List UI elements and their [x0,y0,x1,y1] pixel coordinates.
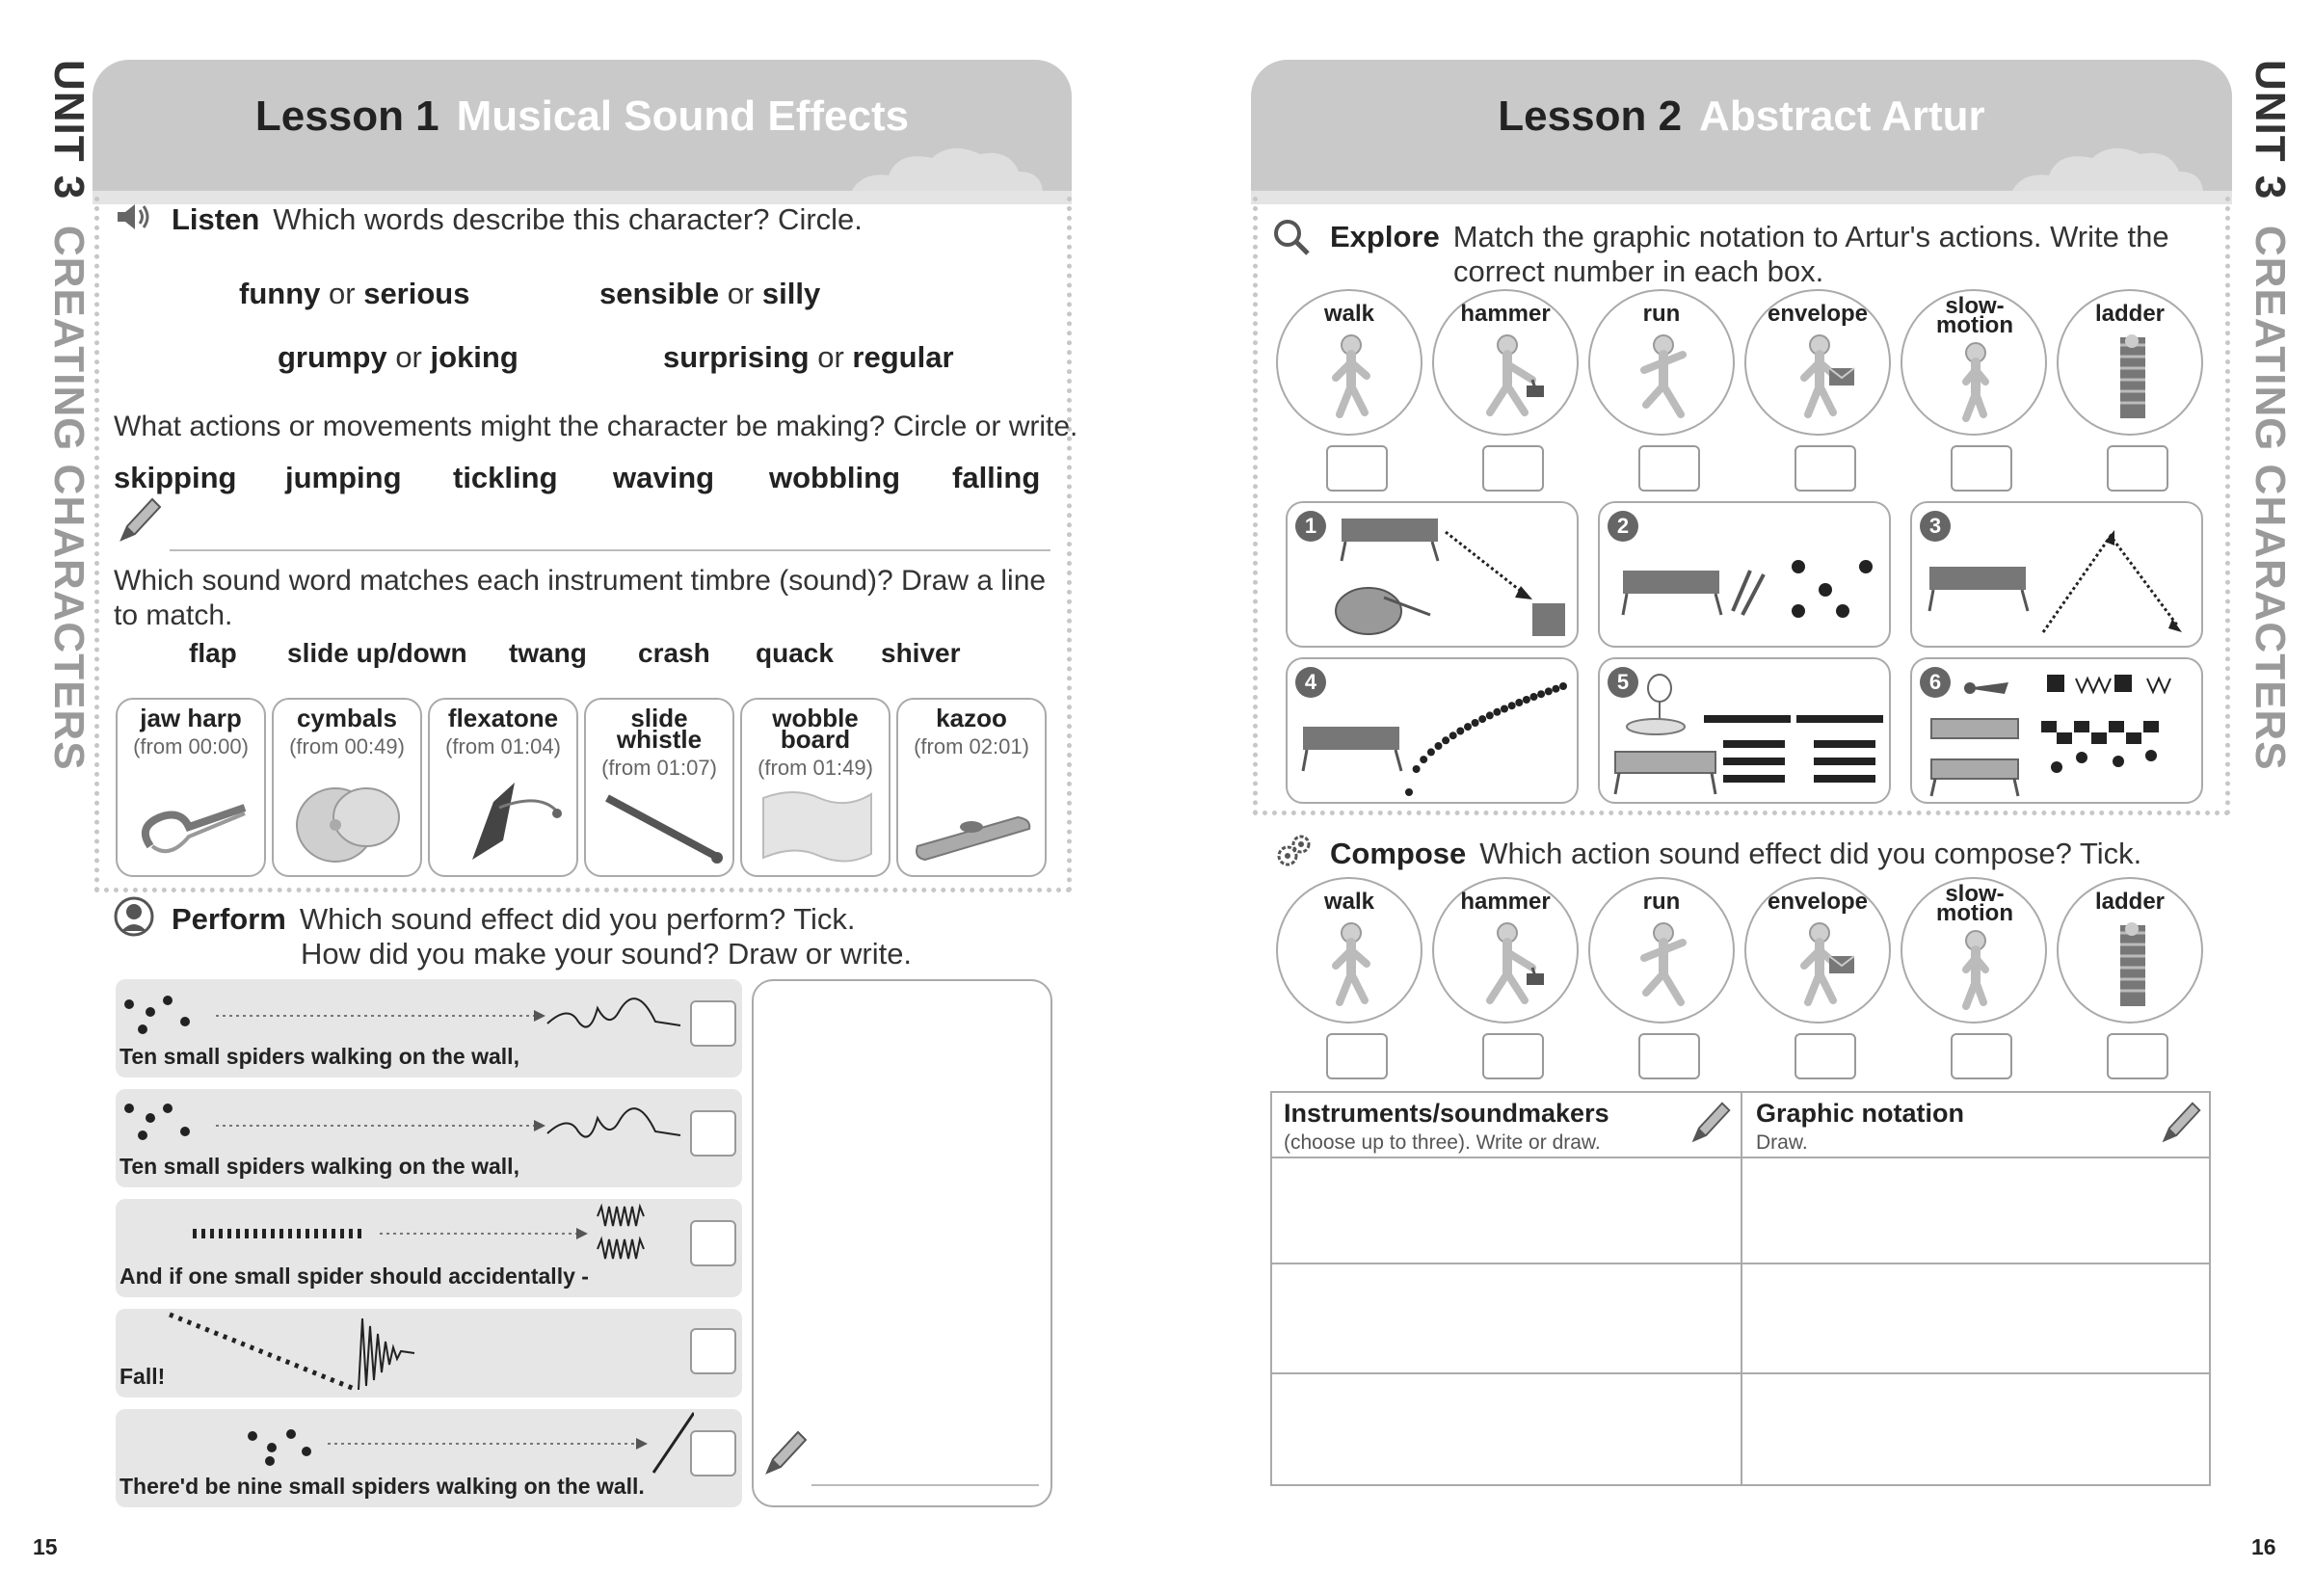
page-number: 16 [2251,1534,2276,1559]
lesson-number: Lesson 1 [254,93,439,140]
ladder-figure-icon [2093,332,2170,424]
pencil-icon [759,1426,810,1480]
dots-notation [116,1089,694,1157]
tick-box[interactable] [690,1430,736,1476]
write-line[interactable] [170,549,1050,551]
action-label: slow-motion [1936,881,2013,926]
explore-key: Explore [1330,220,1440,253]
tick-box[interactable] [1951,1033,2012,1079]
instrument-card[interactable]: kazoo (from 02:01) [896,698,1047,877]
tick-box[interactable] [690,1220,736,1266]
instrument-cell[interactable] [1274,1264,1741,1372]
sound-word[interactable]: shiver [881,638,961,668]
xylophone-rising-dots-notation [1288,659,1581,806]
instrument-card[interactable]: wobble board (from 01:49) [740,698,891,877]
notation-box-3: 3 [1910,501,2203,648]
xylophone-dots-notation [1600,503,1893,650]
word-pair[interactable]: grumpy or joking [278,340,518,374]
glockenspiel-lines-notation [1600,659,1893,806]
action-circle-ladder [2057,289,2203,436]
word-pair[interactable]: funny or serious [239,277,470,310]
notation-dot [1427,748,1435,756]
cymbals-icon [287,779,411,865]
lyric: Ten small spiders walking on the wall, [120,1044,519,1069]
instrument-card[interactable]: jaw harp (from 00:00) [116,698,266,877]
tick-box[interactable] [690,1000,736,1047]
draw-or-write-area[interactable] [752,979,1052,1507]
tick-box[interactable] [1326,1033,1388,1079]
perform-row-5 [116,1409,742,1507]
listen-key: Listen [172,202,260,236]
tick-box[interactable] [1482,1033,1544,1079]
perform-row-1 [116,979,742,1077]
col-notation-sub: Draw. [1756,1131,1808,1154]
perform-row-3 [116,1199,742,1297]
page-number: 15 [33,1534,58,1559]
walk-figure-icon [1313,332,1390,424]
sound-word[interactable]: crash [638,638,710,668]
unit-spine-left [35,60,93,771]
notation-dot [1508,702,1516,709]
action-circle-walk [1276,877,1422,1024]
number-answer-box[interactable] [1638,445,1700,492]
compose-heading [1330,837,2141,871]
explore-prompt-2: correct number in each box. [1453,254,1824,288]
tick-box[interactable] [690,1110,736,1157]
notation-dot [1413,765,1421,773]
action-word[interactable]: waving [613,461,715,494]
lyric: Fall! [120,1364,166,1389]
listen-heading [172,202,863,237]
cloud-icon [2010,143,2203,195]
notation-dot [1405,788,1413,796]
number-answer-box[interactable] [1951,445,2012,492]
envelope-figure-icon [1781,919,1858,1012]
action-circle-envelope [1744,289,1891,436]
action-label: walk [1323,301,1375,327]
instrument-cell[interactable] [1274,1158,1741,1263]
action-circle-run [1588,877,1735,1024]
notation-dot [1523,696,1530,704]
composition-table [1270,1091,2211,1486]
compose-key: Compose [1330,837,1467,870]
hammer-figure-icon [1469,919,1546,1012]
magnifier-icon [1272,218,1311,256]
sound-word[interactable]: slide up/down [287,638,467,668]
xylophone-zigzag-notation [1912,503,2205,650]
lyric: And if one small spider should accidentally - [120,1264,589,1289]
instrument-card[interactable]: flexatone (from 01:04) [428,698,578,877]
action-label: slow-motion [1936,293,2013,338]
shiver-notation [116,1199,694,1266]
ladder-figure-icon [2093,919,2170,1012]
dots-notation [116,979,694,1047]
action-circle-run [1588,289,1735,436]
sound-word[interactable]: twang [509,638,587,668]
notation-dot [1464,723,1472,731]
timbre-prompt: Which sound word matches each instrument timbre (sound)? Draw a line [114,565,1047,597]
notation-dot [1442,736,1449,744]
slow-motion-figure-icon [1937,927,2014,1020]
action-word[interactable]: tickling [453,461,558,494]
kazoo-xylophone-mixed-notation [1912,659,2205,806]
action-circle-ladder [2057,877,2203,1024]
slide-whistle-icon [599,788,723,865]
action-label: ladder [2094,889,2166,915]
walk-figure-icon [1313,919,1390,1012]
lesson-number: Lesson 2 [1498,93,1683,140]
notation-dot [1486,711,1494,719]
col-instruments-sub: (choose up to three). Write or draw. [1284,1131,1601,1154]
action-label: ladder [2094,301,2166,327]
notation-box-4: 4 [1286,657,1579,804]
pencil-icon [114,493,164,547]
unit-title: CREATING CHARACTERS [2247,225,2294,771]
notation-box-5: 5 [1598,657,1891,804]
notation-box-1: 1 [1286,501,1579,648]
action-label: run [1642,301,1681,327]
pencil-icon [1687,1097,1733,1149]
number-answer-box[interactable] [1326,445,1388,492]
action-word[interactable]: skipping [114,461,237,494]
jaw-harp-icon [131,788,254,865]
action-label: walk [1323,889,1375,915]
action-label: envelope [1767,301,1869,327]
action-circle-hammer [1432,877,1579,1024]
perform-key: Perform [172,902,286,936]
word-pair[interactable]: surprising or regular [663,340,954,374]
actions-prompt: What actions or movements might the character be making? Circle or write. [114,411,1078,442]
notation-cell[interactable] [1742,1158,2209,1263]
performer-icon [114,896,154,937]
cloud-icon [850,143,1043,195]
notation-cell[interactable] [1742,1264,2209,1372]
unit-title: CREATING CHARACTERS [45,225,93,771]
lesson-name: Abstract Artur [1699,93,1985,140]
perform-row-4 [116,1309,742,1397]
notation-dot [1552,685,1559,693]
pencil-icon [2157,1097,2203,1149]
tick-box[interactable] [690,1328,736,1374]
perform-prompt-2: How did you make your sound? Draw or write. [301,937,913,971]
notation-dot [1545,687,1553,695]
gears-icon [1274,831,1315,871]
action-word[interactable]: jumping [285,461,402,494]
action-word[interactable]: falling [952,461,1041,494]
action-label: hammer [1460,889,1551,915]
lyric: Ten small spiders walking on the wall, [120,1154,519,1179]
number-answer-box[interactable] [1482,445,1544,492]
perform-prompt: Which sound effect did you perform? Tick. [299,902,856,936]
action-label: hammer [1460,301,1551,327]
notation-dot [1515,699,1523,706]
tick-box[interactable] [1638,1033,1700,1079]
timbre-prompt-cont: to match. [114,599,233,631]
xylophone-arrow-notation [1288,503,1581,650]
number-answer-box[interactable] [1795,445,1856,492]
sound-word[interactable]: flap [189,638,237,668]
notation-dot [1537,690,1545,698]
explore-heading [1330,220,2169,254]
notation-dot [1501,705,1508,713]
action-label: envelope [1767,889,1869,915]
notation-dot [1435,742,1443,750]
action-circle-slow-motion [1901,877,2047,1024]
action-circle-envelope [1744,877,1891,1024]
action-word[interactable]: wobbling [769,461,901,494]
run-figure-icon [1625,919,1702,1012]
listen-prompt: Which words describe this character? Circle. [273,202,863,236]
sound-word[interactable]: quack [756,638,834,668]
instrument-card[interactable]: slide whistle (from 01:07) [584,698,734,877]
notation-dot [1449,732,1457,739]
notation-dot [1478,715,1486,723]
action-label: run [1642,889,1681,915]
notation-dot [1530,693,1538,701]
lyric: There'd be nine small spiders walking on the wall. [120,1474,645,1499]
number-answer-box[interactable] [2107,445,2168,492]
instrument-cell[interactable] [1274,1374,1741,1484]
hammer-figure-icon [1469,332,1546,424]
notation-box-2: 2 [1598,501,1891,648]
envelope-figure-icon [1781,332,1858,424]
unit-label: UNIT 3 [2247,60,2294,200]
notation-dot [1559,682,1567,690]
notation-cell[interactable] [1742,1374,2209,1484]
notation-box-6: 6 [1910,657,2203,804]
run-figure-icon [1625,332,1702,424]
lesson-name: Musical Sound Effects [456,93,910,140]
instrument-card[interactable]: cymbals (from 00:49) [272,698,422,877]
tick-box[interactable] [1795,1033,1856,1079]
notation-dot [1472,719,1479,727]
kazoo-icon [912,798,1035,865]
speaker-icon [114,200,152,233]
action-circle-hammer [1432,289,1579,436]
col-notation-title: Graphic notation [1756,1099,1964,1128]
tick-box[interactable] [2107,1033,2168,1079]
notation-dot [1493,708,1501,716]
flexatone-icon [443,773,567,865]
wobble-board-icon [756,785,879,865]
action-circle-slow-motion [1901,289,2047,436]
word-pair[interactable]: sensible or silly [599,277,821,310]
col-instruments-title: Instruments/soundmakers [1284,1099,1609,1128]
notation-dot [1456,728,1464,735]
lesson-2-banner [1251,60,2232,195]
perform-row-2 [116,1089,742,1187]
explore-prompt: Match the graphic notation to Artur's actions. Write the [1452,220,2169,253]
unit-label: UNIT 3 [45,60,93,200]
unit-spine-right [2236,60,2294,771]
slow-motion-figure-icon [1937,339,2014,432]
lesson-1-banner [93,60,1072,195]
perform-heading [172,902,856,937]
action-circle-walk [1276,289,1422,436]
compose-prompt: Which action sound effect did you compose? Tick. [1479,837,2142,870]
notation-dot [1420,756,1427,763]
fall-notation [116,1309,694,1397]
